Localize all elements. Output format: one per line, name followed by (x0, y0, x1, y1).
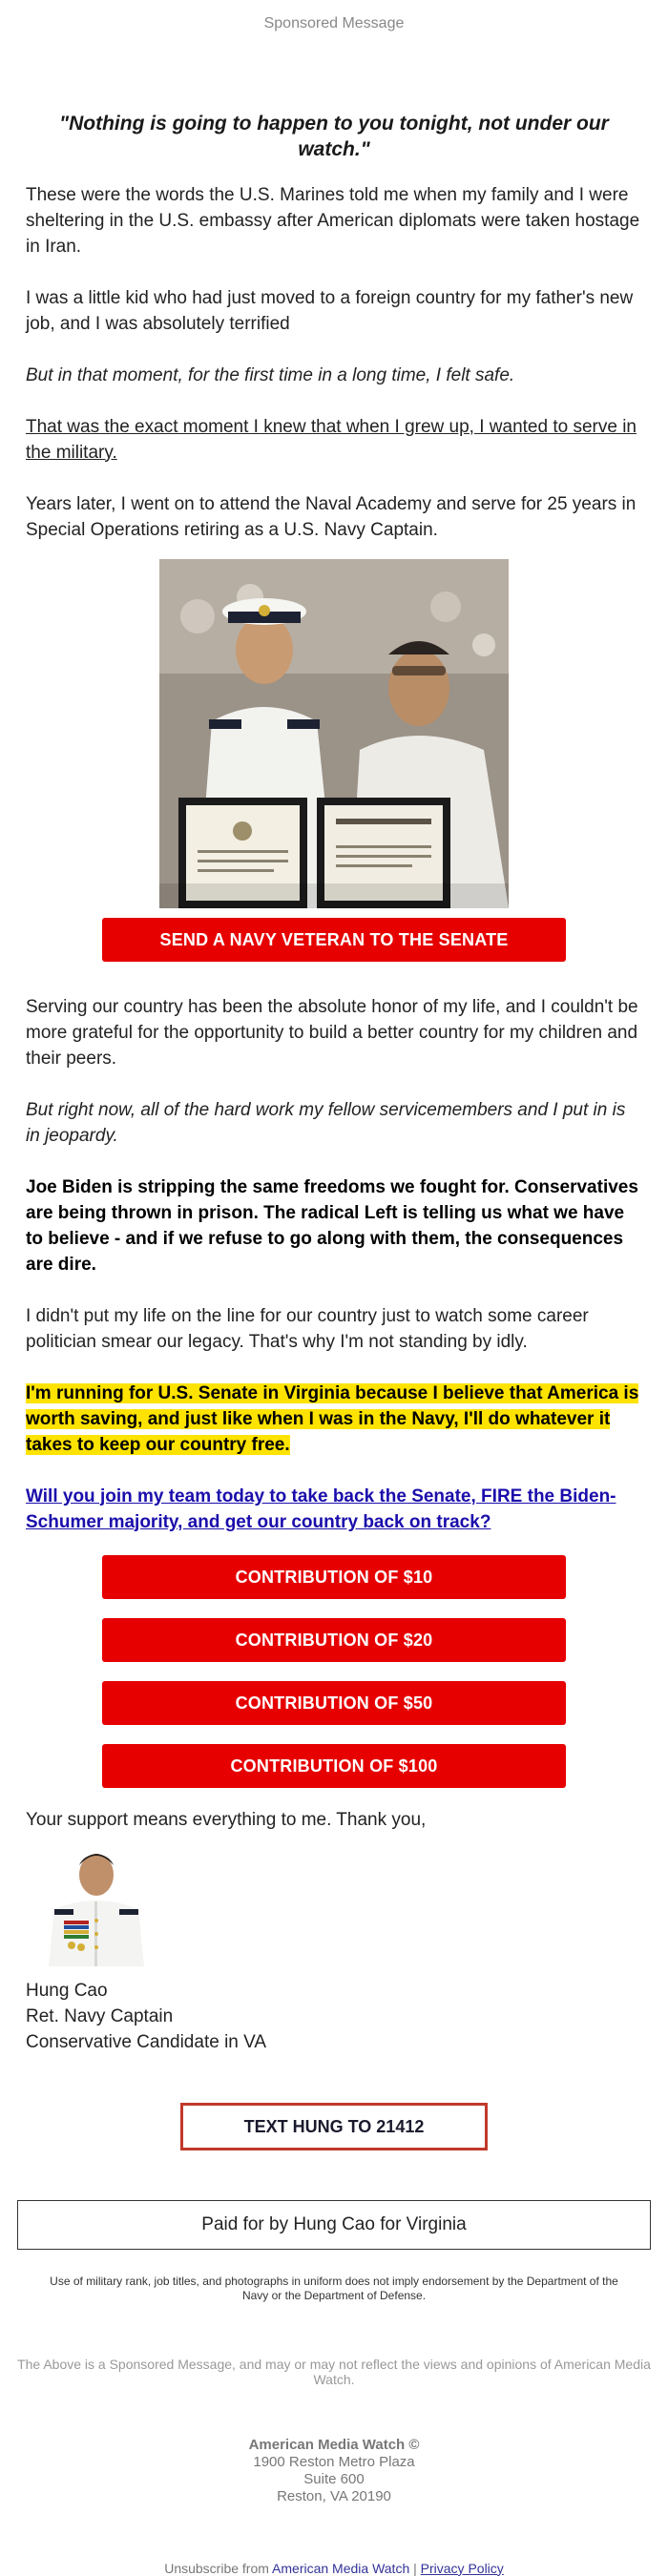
paragraph-thanks: Your support means everything to me. Thank you, (26, 1809, 427, 1830)
paragraph-naval-academy: Years later, I went on to attend the Naval Academy and serve for 25 years in Special Operations retiring as a U.S. Navy Captain. (26, 493, 637, 540)
paragraph-freedoms: Joe Biden is stripping the same freedoms we fought for. Conservatives are being thrown in prison. The radical Left is telling us what we have to believe - and if we refuse to go along with them, the consequences are dire. (26, 1176, 638, 1275)
paragraph-serve-military: That was the exact moment I knew that when I grew up, I wanted to serve in the military. (26, 416, 637, 463)
paragraph-embassy: These were the words the U.S. Marines told me when my family and I were sheltering in the U.S. embassy after American diplomats were taken hostage in Iran. (26, 184, 640, 257)
unsubscribe-line (0, 2561, 668, 2576)
signature-role: Conservative Candidate in VA (26, 2031, 267, 2052)
candidate-portrait (39, 1840, 154, 1966)
footer-address (0, 2437, 668, 2505)
sponsored-note: The Above is a Sponsored Message, and may or may not reflect the views and opinions of American Media Watch. (17, 2356, 651, 2387)
unsubscribe-link[interactable]: American Media Watch (272, 2560, 410, 2576)
paid-for-box: Paid for by Hung Cao for Virginia (17, 2200, 651, 2250)
paragraph-ask (26, 1484, 642, 1535)
contribute-100-button[interactable]: CONTRIBUTION OF $100 (102, 1744, 566, 1788)
paragraph-legacy: I didn't put my life on the line for our country just to watch some career politician smear our legacy. That's why I'm not standing by idly. (26, 1305, 589, 1352)
text-hung-button[interactable]: TEXT HUNG TO 21412 (180, 2103, 488, 2150)
send-navy-veteran-button[interactable]: SEND A NAVY VETERAN TO THE SENATE (102, 918, 566, 962)
paragraph-honor: Serving our country has been the absolute honor of my life, and I couldn't be more grateful for the opportunity to build a better country for my children and their peers. (26, 996, 638, 1069)
paragraph-felt-safe: But in that moment, for the first time in a long time, I felt safe. (26, 364, 515, 385)
footer-address-line2: Suite 600 (303, 2470, 365, 2487)
join-team-link[interactable]: Will you join my team today to take back the Senate, FIRE the Biden-Schumer majority, and get our country back on track? (26, 1485, 616, 1532)
contribute-50-button[interactable]: CONTRIBUTION OF $50 (102, 1681, 566, 1725)
unsubscribe-prefix: Unsubscribe from (164, 2560, 273, 2576)
paragraph-jeopardy: But right now, all of the hard work my fellow servicemembers and I put in is in jeopardy. (26, 1099, 626, 1146)
highlighted-running-text: I'm running for U.S. Senate in Virginia because I believe that America is worth saving, and just like when I was in the Navy, I'll do whatever it takes to keep our country free. (26, 1382, 639, 1455)
footer-org-name: American Media Watch © (248, 2436, 420, 2453)
signature-title: Ret. Navy Captain (26, 2005, 174, 2026)
footer-address-line1: 1900 Reston Metro Plaza (253, 2453, 415, 2470)
contribute-20-button[interactable]: CONTRIBUTION OF $20 (102, 1618, 566, 1662)
signature-name: Hung Cao (26, 1980, 108, 2001)
privacy-policy-link[interactable]: Privacy Policy (420, 2560, 504, 2576)
contribution-buttons (26, 1555, 642, 1788)
graduation-photo-illustration (159, 559, 509, 908)
sponsored-header: Sponsored Message (263, 15, 405, 31)
headline-quote: "Nothing is going to happen to you tonight, not under our watch." (59, 113, 609, 161)
paragraph-terrified: I was a little kid who had just moved to a foreign country for my father's new job, and I was absolutely terrified (26, 287, 634, 334)
navy-graduation-photo[interactable] (159, 559, 509, 908)
footer-separator: | (409, 2560, 421, 2576)
signature-block (26, 1978, 642, 2055)
candidate-portrait-illustration (39, 1840, 154, 1966)
email-body (0, 111, 668, 2055)
paragraph-running (26, 1381, 642, 1458)
contribute-10-button[interactable]: CONTRIBUTION OF $10 (102, 1555, 566, 1599)
dod-disclaimer: Use of military rank, job titles, and photographs in uniform does not imply endorsement by the Department of the Navy or the Department of Defense. (50, 2274, 618, 2302)
footer-address-line3: Reston, VA 20190 (277, 2487, 391, 2504)
